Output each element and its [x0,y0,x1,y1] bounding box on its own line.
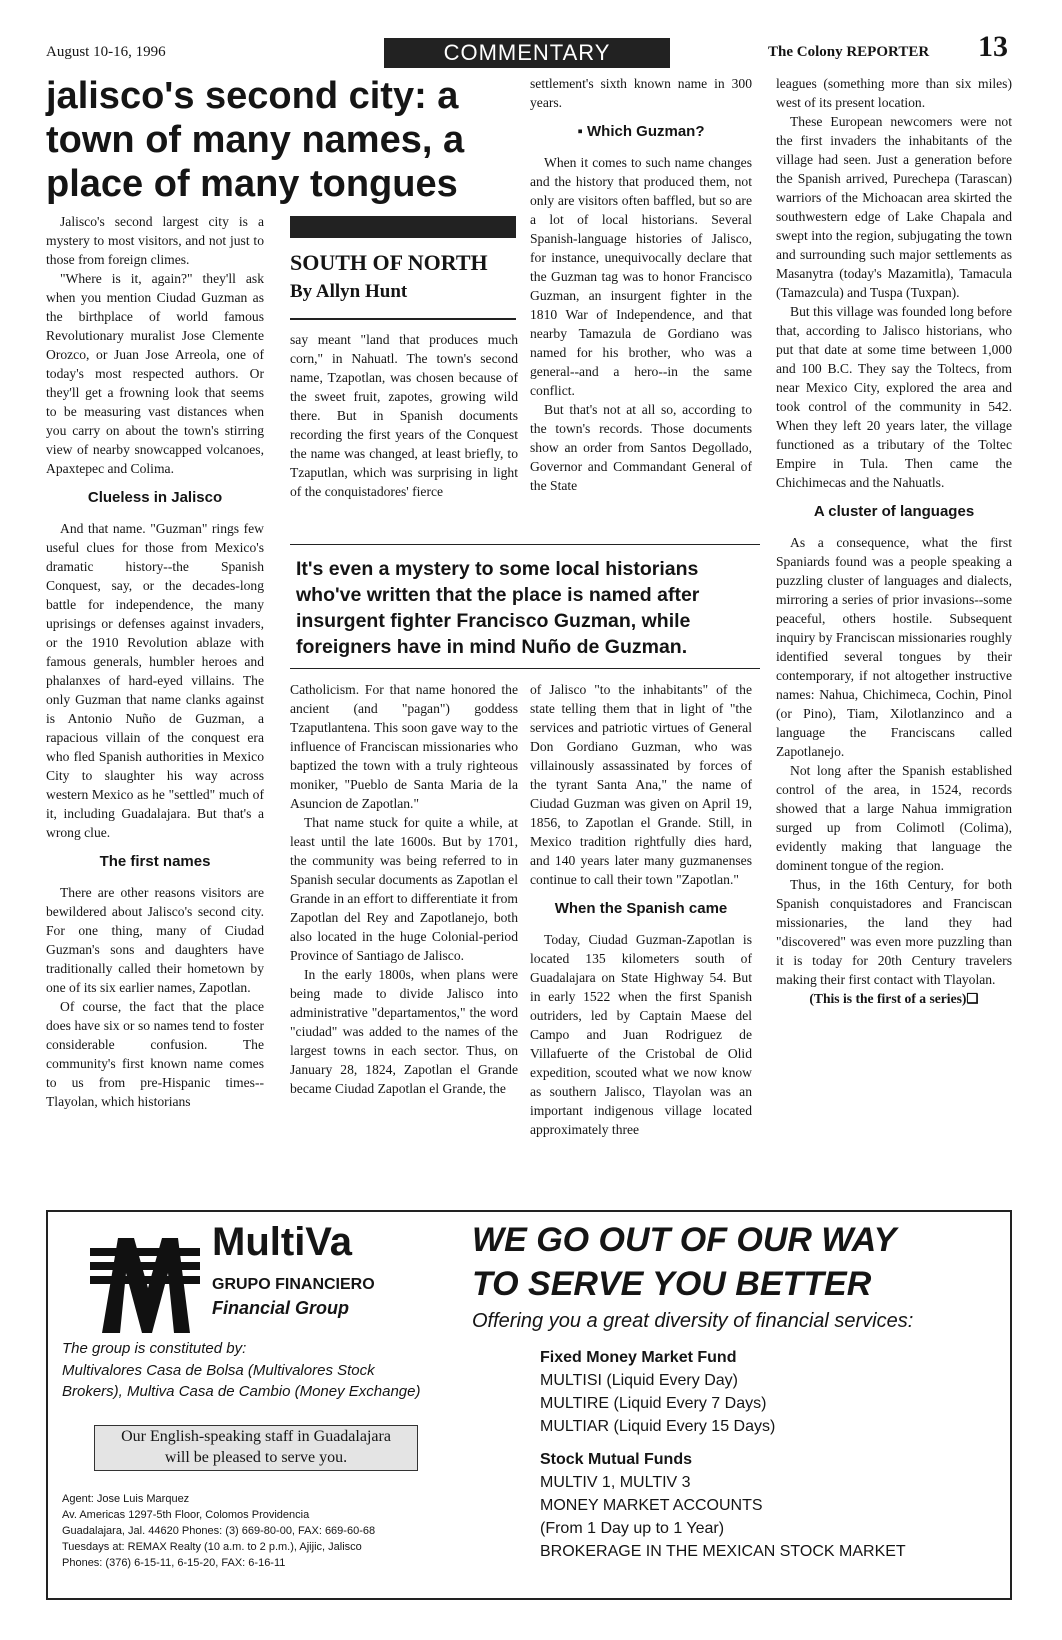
group-members: Multivalores Casa de Bolsa (Multivalores Stock Brokers), Multiva Casa de Cambio (Money Exchange) [62,1362,421,1400]
paragraph: These European newcomers were not the first invaders the inhabitants of the village had seen. Just a generation before the Spanish arrived, Purechepa (Tarascan) warriors of the Michoacan area skirted the southwestern edge of Lake Chapala and swept into the region, subjugating the town and surrounding such major settlements as Masanytra (today's Mazamitla), Tamacula (Tamazcula) and Tuspa (Tuxpan). [776,114,1012,300]
byline: By Allyn Hunt [290,281,408,302]
ad-slogan [472,1218,992,1306]
article-column-1 [46,212,264,1111]
paragraph: As a consequence, what the first Spaniards found was a people speaking a puzzling cluster of languages and dialects, mirroring a series of prior invasions--some peaceful, others hostile. Subsequent inquiry by Franciscan missionaries roughly identified several tongues by their contemporary, if not altogether instructive names: Nahua, Chichimeca, Cochin, Pinol (or Pino), Tiam, Xilotlanzinco and a language the Franciscans called Zapotlanejo. [776,535,1012,759]
staff-note-line: Our English-speaking staff in Guadalajara [121,1428,391,1445]
divider [290,318,516,320]
subheading-text: Which Guzman? [587,123,705,140]
service-item: MULTISI (Liquid Every Day) [540,1372,738,1389]
slogan-line: TO SERVE YOU BETTER [472,1265,872,1303]
service-item: BROKERAGE IN THE MEXICAN STOCK MARKET [540,1543,906,1560]
service-item: MULTIRE (Liquid Every 7 Days) [540,1395,767,1412]
paragraph: "Where is it, again?" they'll ask when you mention Ciudad Guzman as the birthplace of world famous Revolutionary muralist Jose Clemente Orozco, or Juan Jose Arreola, one of today's most respected authors. Or they'll get a frowning look that seems to be measuring vast distances when you carry on about the town's stirring view of nearby snowcapped volcanoes, Apaxtepec and Colima. [46,271,264,476]
services-list [540,1346,906,1563]
paragraph: leagues (something more than six miles) west of its present location. [776,76,1012,110]
paragraph: say meant "land that produces much corn," in Nahuatl. The town's second name, Tzapotlan, was chosen because of the sweet fruit, zapotes, growing wild there. But in Spanish documents recording the first years of the Conquest the name was changed, at least briefly, to Tzaputlan, which was surprising in light of the conquistadores' fierce [290,332,518,499]
contact-line: Guadalajara, Jal. 44620 Phones: (3) 669-80-00, FAX: 669-60-68 [62,1525,376,1537]
column-bar [290,216,516,238]
divider [290,668,760,669]
service-item: (From 1 Day up to 1 Year) [540,1520,725,1537]
slogan-line: WE GO OUT OF OUR WAY [472,1221,897,1259]
article-column-2-bottom [290,680,518,1098]
contact-line: Tuesdays at: REMAX Realty (10 a.m. to 2 p.m.), Ajijic, Jalisco [62,1541,362,1553]
paragraph: settlement's sixth known name in 300 years. [530,76,752,110]
paragraph: Jalisco's second largest city is a mystery to most visitors, and not just to those from foreign climes. [46,214,264,267]
multiva-logo-icon [90,1228,200,1338]
contact-info [62,1491,482,1571]
brand-subtitle: GRUPO FINANCIERO [212,1276,375,1293]
column-name: SOUTH OF NORTH [290,250,488,275]
paragraph: Today, Ciudad Guzman-Zapotlan is located 135 kilometers south of Guadalajara on State Highway 54. But in early 1522 when the first Spanish outriders, led by Captain Maese del Campo and Juan Rodriguez de Villafuerte of the Cristobal de Olid expedition, scouted what we now know as southern Jalisco, Tlayolan was an important indigenous village located approximately three [530,932,752,1137]
paragraph: There are other reasons visitors are bewildered about Jalisco's second city. For one thing, many of Ciudad Guzman's sons and daughters have traditionally called their hometown by one of its six earlier names, Zapotlan. [46,885,264,995]
staff-note-box [94,1425,418,1471]
subheading: Clueless in Jalisco [87,489,223,506]
section-banner: COMMENTARY [384,38,670,68]
subheading: ▪ Which Guzman? [577,123,705,140]
paragraph: In the early 1800s, when plans were being made to divide Jalisco into administrative "departamentos," the word "ciudad" was added to the names of the largest towns in each sector. Thus, on January 28, 1824, Zapotlan el Grande became Ciudad Zapotlan el Grande, the [290,967,518,1096]
staff-note-line: will be pleased to serve you. [164,1449,348,1466]
article-column-4 [776,74,1012,1008]
offering-text: Offering you a great diversity of financial services: [472,1310,914,1332]
paragraph: Of course, the fact that the place does have six or so names tend to foster considerable confusion. The community's first known name comes to us from pre-Hispanic times--Tlayolan, which historians [46,999,264,1109]
series-note: (This is the first of a series)❑ [809,991,979,1006]
article-column-3-top [530,74,752,495]
paragraph: But that's not at all so, according to the town's records. Those documents show an order from Santos Degollado, Governor and Commandant General of the State [530,402,752,493]
brand-tagline: Financial Group [212,1298,350,1318]
group-intro: The group is constituted by: [62,1340,247,1357]
issue-date: August 10-16, 1996 [46,44,166,60]
service-item: MONEY MARKET ACCOUNTS [540,1497,763,1514]
divider [290,544,760,545]
article-column-3-bottom [530,680,752,1139]
paragraph: But this village was founded long before that, according to Jalisco historians, who put that date at some time between 1,000 and 100 B.C. They say the Toltecs, from near Mexico City, explored the area and took control of the community in 542. When they left 20 years later, the village functioned as a tributary of the Toltec Empire in Tula. Then came the Chichimecas and the Nahuatls. [776,304,1012,490]
newspaper-name: The Colony REPORTER [768,44,930,60]
subheading: When the Spanish came [554,900,728,917]
article-column-2-top [290,330,518,501]
paragraph: of Jalisco "to the inhabitants" of the state telling them that in light of "the services and patriotic virtues of General Don Gordiano Guzman, who was villainously assassinated by forces of the tyrant Santa Ana," the name of Ciudad Guzman was given on April 19, 1856, to Zapotlan el Grande. Still, in Mexico tradition rightfully dies hard, and 140 years later many guzmanenses continue to call their town "Zapotlan." [530,682,752,887]
page-number: 13 [978,30,1008,63]
paragraph: And that name. "Guzman" rings few useful clues for those from Mexico's dramatic history--the Spanish Conquest, say, or the decades-long battle for independence, the many uprisings or defenses against invaders, or the 1910 Revolution ablaze with famous generals, humbler heroes and phalanxes of hard-eyed villains. The only Guzman that name clanks against is Antonio Nuño de Guzman, a rapacious villain of the conquest era who fled Spanish authorities in Mexico City to slaughter his way across western Mexico as he "settled" much of it, including Guadalajara. But that's a wrong clue. [46,521,264,840]
brand-name: MultiVa [212,1220,353,1264]
service-item: MULTIAR (Liquid Every 15 Days) [540,1418,776,1435]
paragraph: When it comes to such name changes and the history that produced them, not only are visitors often baffled, but so are a lot of local historians. Several Spanish-language histories of Jalisco, for instance, unequivocally declare that the Guzman tag was to honor Francisco Guzman, an insurgent fighter in the 1810 War of Independence, and that nearby Tamazula de Gordiano was named for his brother, who was a general--and a hero--in the same conflict. [530,155,752,398]
article-headline: jalisco's second city: a town of many names, a place of many tongues [46,75,465,205]
pull-quote: It's even a mystery to some local historians who've written that the place is named after insurgent fighter Francisco Guzman, while foreigners have in mind Nuño de Guzman. [296,558,700,658]
service-heading: Stock Mutual Funds [540,1451,692,1468]
paragraph: Catholicism. For that name honored the ancient (and "pagan") goddess Tzaputlantena. This soon gave way to the influence of Franciscan missionaries who baptized the town with a truly righteous moniker, "Pueblo de Santa Maria de la Asuncion de Zapotlan." [290,682,518,811]
paragraph: Thus, in the 16th Century, for both Spanish conquistadores and Franciscan missionaries, the land they had "discovered" was even more puzzling than it is today for 20th Century travelers making their first contact with Tlayolan. [776,877,1012,987]
paragraph: Not long after the Spanish established control of the area, in 1524, records showed that a large Nahua immigration surged up from Colimotl (Colima), evidently making that language the dominent tongue of the region. [776,763,1012,873]
contact-line: Phones: (376) 6-15-11, 6-15-20, FAX: 6-16-11 [62,1557,286,1569]
subheading: A cluster of languages [813,503,975,520]
service-heading: Fixed Money Market Fund [540,1349,737,1366]
subheading: The first names [99,853,211,870]
contact-line: Agent: Jose Luis Marquez [62,1493,190,1505]
paragraph: That name stuck for quite a while, at least until the late 1600s. But by 1701, the community was being referred to in Spanish secular documents as Zapotlan el Grande in an effort to differentiate it from Zapotlan del Rey and Zapotlanejo, both also located in the huge Colonial-period Province of Santiago de Jalisco. [290,815,518,963]
contact-line: Av. Americas 1297-5th Floor, Colomos Providencia [62,1509,310,1521]
service-item: MULTIV 1, MULTIV 3 [540,1474,691,1491]
